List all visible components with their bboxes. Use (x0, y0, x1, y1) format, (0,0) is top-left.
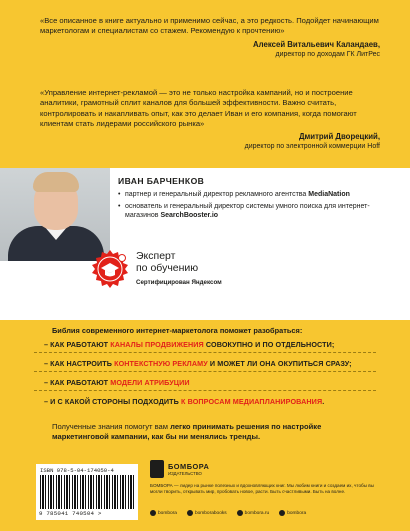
quote-author: Дмитрий Дворецкий, (298, 132, 380, 142)
quote-text: «Управление интернет-рекламой — это не только настройка кампаний, но и построение аналитики, грамотный сплит каналов для большей эффективности. Важно считать, контролировать и накапливать опыт, как это делает Иван и его компания, когда помогают клиентам стать лидерами российского рынка» (40, 88, 357, 128)
badge-subtitle: по обучению (136, 262, 199, 274)
quote-2 (40, 88, 380, 151)
publisher-subtitle: ИЗДАТЕЛЬСТВО (168, 471, 202, 476)
vk-icon (150, 510, 156, 516)
publisher-description: БОМБОРА — лидер на рынке полезных и вдохновляющих книг. Мы любим книги и создаем их, чтобы вы могли творить, открывать мир, пробовать новое, расти. Быть счастливыми. Быть на волне. (150, 483, 374, 494)
topic-item: – КАК РАБОТАЮТ КАНАЛЫ ПРОДВИЖЕНИЯ СОВОКУПНО И ПО ОТДЕЛЬНОСТИ; (44, 340, 335, 349)
quote-author-role: директор по доходам ГК ЛитРес (275, 50, 380, 58)
barcode-number: 9 785041 740504 > (39, 510, 102, 517)
telegram-icon (279, 510, 285, 516)
quote-text: «Все описанное в книге актуально и применимо сейчас, а это редкость. Подойдет начинающим маркетологам и специалистам со стажем. Рекомендую к прочтению» (40, 16, 379, 36)
summary-text: Полученные знания помогут вам легко принимать решения по настройке маркетинговой кампании, как бы ни менялись тренды. (52, 422, 322, 442)
badge-title: Эксперт (136, 250, 176, 262)
topic-item: – КАК РАБОТАЮТ МОДЕЛИ АТРИБУЦИИ (44, 378, 190, 387)
divider (34, 390, 376, 391)
bio-item: • основатель и генеральный директор системы умного поиска для интернет-магазинов SearchBooster.io (118, 202, 400, 221)
author-name: ИВАН БАРЧЕНКОВ (118, 176, 205, 186)
barcode-bars (40, 475, 134, 509)
badge-certified: Сертифицирован Яндексом (136, 279, 222, 286)
instagram-icon (187, 510, 193, 516)
topic-item: – КАК НАСТРОИТЬ КОНТЕКСТНУЮ РЕКЛАМУ И МОЖЕТ ЛИ ОНА ОКУПИТЬСЯ СРАЗУ; (44, 359, 352, 368)
publisher-name: БОМБОРА (168, 462, 210, 471)
isbn: ISBN 978-5-04-174050-4 (40, 467, 114, 474)
social-telegram[interactable]: bombora (279, 510, 306, 516)
topics-intro: Библия современного интернет-маркетолога поможет разобраться: (52, 326, 303, 335)
social-instagram[interactable]: bomborabooks (187, 510, 227, 516)
author-bio-list (118, 190, 400, 223)
social-vk[interactable]: bombora (150, 510, 177, 516)
barcode (36, 464, 138, 520)
expert-badge-icon (88, 248, 132, 292)
bio-item: • партнер и генеральный директор рекламного агентства MediaNation (118, 190, 400, 200)
publisher-logo-icon (150, 460, 164, 478)
social-site[interactable]: bombora.ru (237, 510, 270, 516)
divider (34, 371, 376, 372)
topic-item: – И С КАКОЙ СТОРОНЫ ПОДХОДИТЬ К ВОПРОСАМ МЕДИАПЛАНИРОВАНИЯ. (44, 397, 325, 406)
divider (34, 352, 376, 353)
publisher-socials (150, 510, 390, 516)
quote-author-role: директор по электронной коммерции Hoff (244, 143, 380, 151)
quote-1 (40, 16, 380, 59)
quote-author: Алексей Витальевич Каландаев, (253, 39, 380, 49)
globe-icon (237, 510, 243, 516)
